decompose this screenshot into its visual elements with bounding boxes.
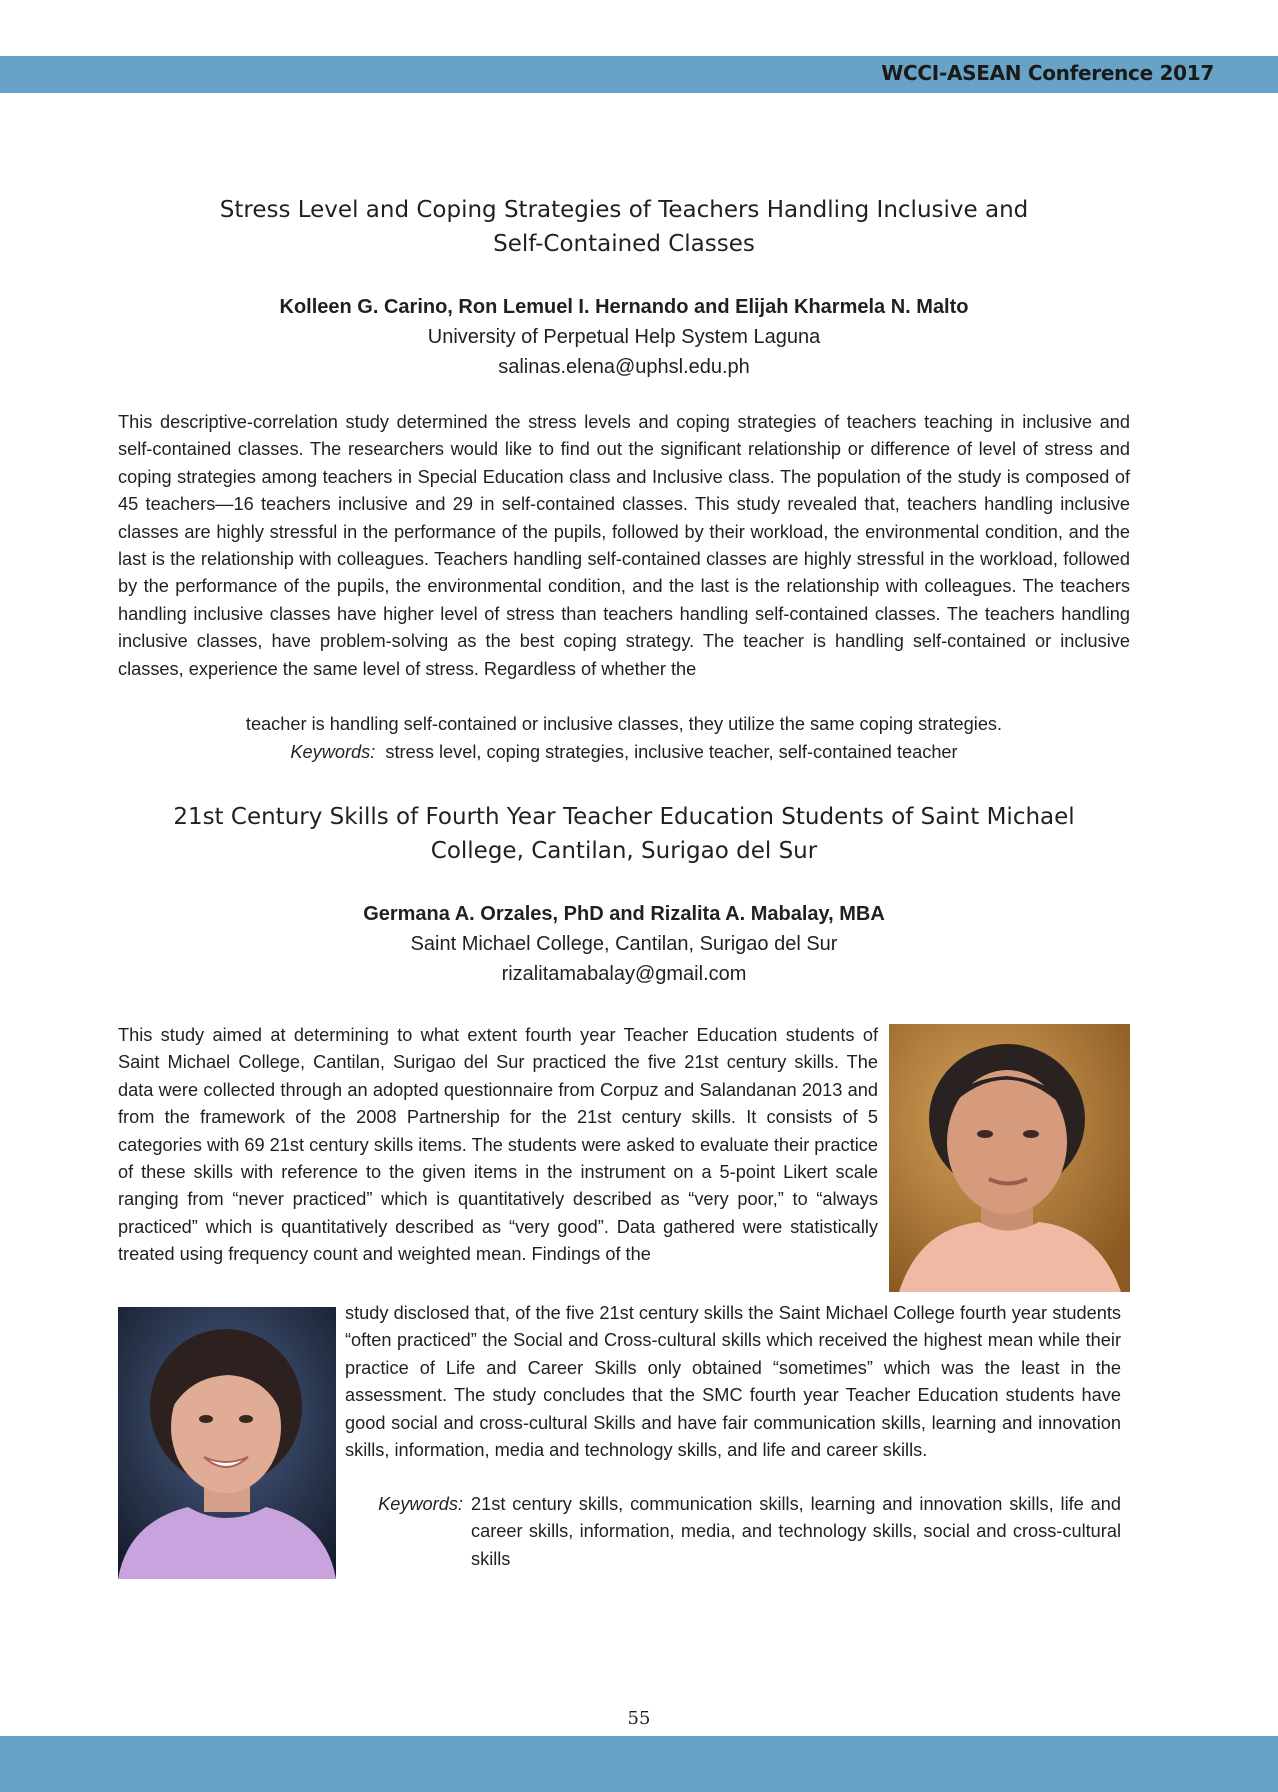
paper2-abstract-part2: study disclosed that, of the five 21st century skills the Saint Michael College fourth year students “often practiced” the Social and Cross-cultural skills which received the highest mean while their practice of Life and Career Skills only obtained “sometimes” which was the least in the assessment. The study concludes that the SMC fourth year Teacher Education students have good social and cross-cultural Skills and have fair communication skills, learning and innovation skills, information, media and technology skills, and life and career skills.: [345, 1303, 1121, 1461]
paper1-keywords-label: Keywords:: [290, 742, 376, 762]
footer-bar: [0, 1736, 1278, 1792]
paper2-email: rizalitamabalay@gmail.com: [501, 963, 747, 985]
paper1-abstract: This descriptive-correlation study determined the stress levels and coping strategies of teachers teaching in inclusive and self-contained classes. The researchers would like to find out the significant relationship or difference of level of stress and coping strategies among teachers in Special Education class and Inclusive class. The population of the study is composed of 45 teachers—16 teachers inclusive and 29 in self-contained classes. This study revealed that, teachers handling inclusive classes are highly stressful in the performance of the pupils, followed by their workload, the environmental condition, and the last is the relationship with colleagues. Teachers handling self-contained classes are highly stressful in the workload, followed by the performance of the pupils, the environmental condition, and the last is the relationship with colleagues. The teachers handling inclusive classes have higher level of stress than teachers handling self-contained classes. The teachers handling inclusive classes, have problem-solving as the best coping strategy. The teacher is handling self-contained or inclusive classes, experience the same level of stress. Regardless of whether the: [118, 412, 1130, 679]
conference-name: WCCI-ASEAN Conference 2017: [881, 61, 1214, 85]
paper1-title: [100, 193, 1148, 261]
paper1-authors: Kolleen G. Carino, Ron Lemuel I. Hernando and Elijah Kharmela N. Malto: [279, 296, 969, 318]
author-photo-1: [889, 1024, 1130, 1292]
paper1-title-line1: Stress Level and Coping Strategies of Teachers Handling Inclusive and: [219, 197, 1029, 223]
paper2-title-line1: 21st Century Skills of Fourth Year Teacher Education Students of Saint Michael: [173, 804, 1075, 830]
header-bar: [0, 56, 1278, 93]
paper2-keywords: [345, 1491, 1121, 1573]
paper2-abstract-part1: This study aimed at determining to what extent fourth year Teacher Education students of Saint Michael College, Cantilan, Surigao del Sur practiced the five 21st century skills. The data were collected through an adopted questionnaire from Corpuz and Salandanan 2013 and from the framework of the 2008 Partnership for the 21st century skills. It consists of 5 categories with 69 21st century skills items. The students were asked to evaluate their practice of these skills with reference to the given items in the instrument on a 5-point Likert scale ranging from “never practiced” which is quantitatively described as “very poor,” to “always practiced” which is quantitatively described as “very good”. Data gathered were statistically treated using frequency count and weighted mean. Findings of the: [118, 1025, 878, 1265]
paper2-keywords-text: 21st century skills, communication skills, learning and innovation skills, life and career skills, information, media, and technology skills, social and cross-cultural skills: [471, 1494, 1121, 1569]
paper1-title-line2: Self-Contained Classes: [493, 231, 755, 257]
paper1-email: salinas.elena@uphsl.edu.ph: [498, 356, 750, 378]
paper2-title-line2: College, Cantilan, Surigao del Sur: [430, 838, 818, 864]
paper2-keywords-label: Keywords:: [378, 1494, 463, 1514]
paper2-institution: Saint Michael College, Cantilan, Surigao del Sur: [410, 933, 838, 955]
author-photo-2: [118, 1307, 336, 1579]
paper1-keywords: [100, 739, 1148, 766]
paper1-abstract-last-line: teacher is handling self-contained or inclusive classes, they utilize the same coping strategies.: [245, 714, 1003, 734]
paper1-keywords-text: stress level, coping strategies, inclusive teacher, self-contained teacher: [385, 742, 958, 762]
paper1-institution: University of Perpetual Help System Laguna: [427, 326, 821, 348]
paper2-title: [100, 800, 1148, 868]
paper2-authors: Germana A. Orzales, PhD and Rizalita A. Mabalay, MBA: [363, 903, 885, 925]
page-number: 55: [627, 1708, 651, 1729]
